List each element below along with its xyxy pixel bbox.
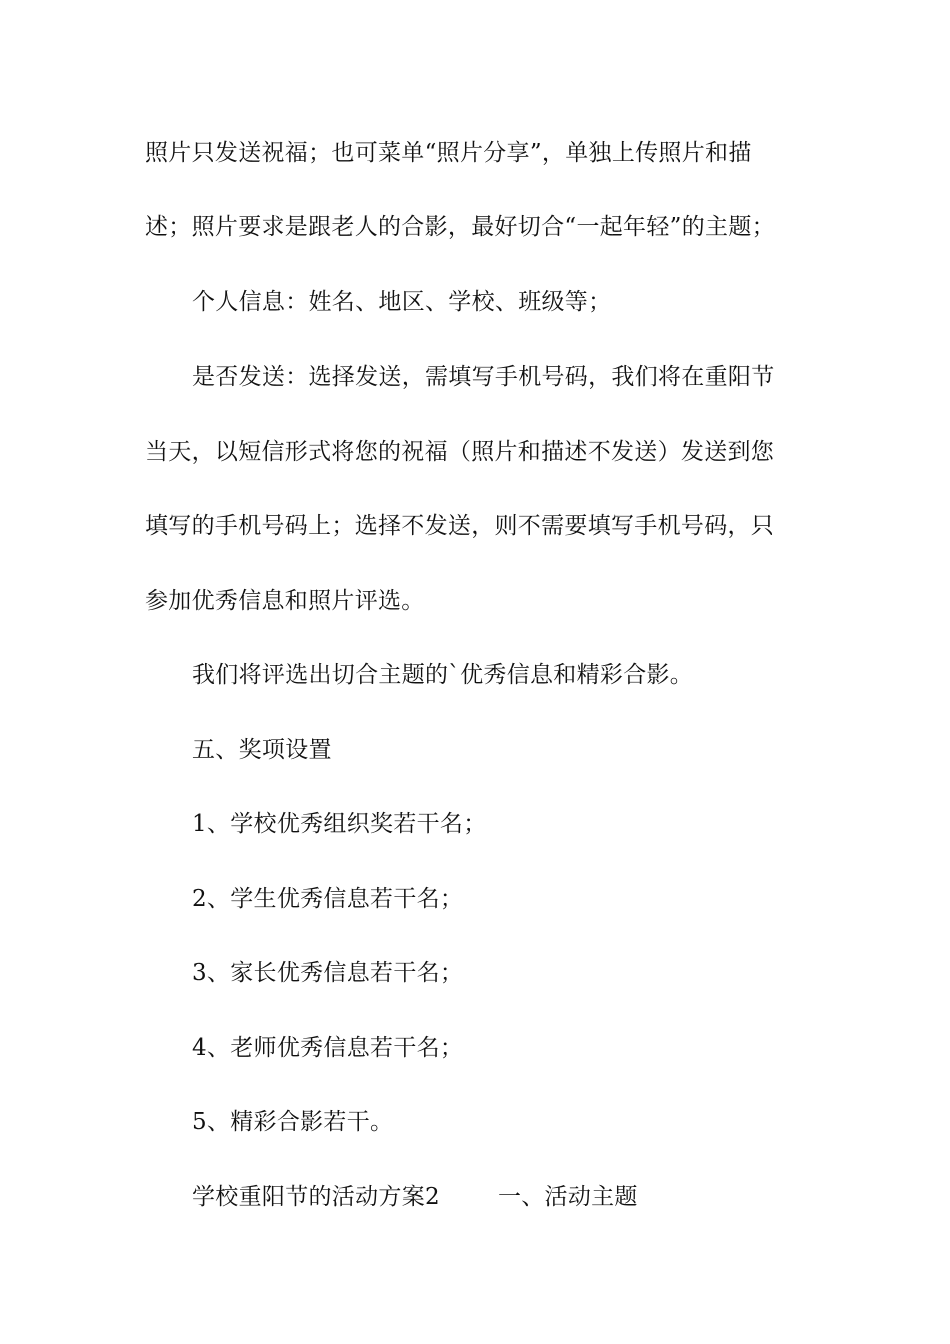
paragraph-line: 是否发送：选择发送，需填写手机号码，我们将在重阳节 [192,364,775,390]
plan-title: 学校重阳节的活动方案2 [192,1184,440,1210]
paragraph-line: 个人信息：姓名、地区、学校、班级等； [192,289,612,315]
list-item: 1、学校优秀组织奖若干名； [192,811,487,837]
paragraph-line: 参加优秀信息和照片评选。 [145,588,425,614]
list-item: 3、家长优秀信息若干名； [192,960,464,986]
section-title-line [192,1182,852,1212]
section-heading: 五、奖项设置 [192,737,332,763]
paragraph-line: 填写的手机号码上；选择不发送，则不需要填写手机号码，只 [145,513,775,539]
list-item: 2、学生优秀信息若干名； [192,886,464,912]
list-item: 4、老师优秀信息若干名； [192,1035,464,1061]
paragraph-line: 述；照片要求是跟老人的合影，最好切合“一起年轻”的主题； [145,214,775,240]
paragraph-line: 照片只发送祝福；也可菜单“照片分享”，单独上传照片和描 [145,140,752,166]
paragraph-line: 我们将评选出切合主题的`优秀信息和精彩合影。 [192,662,694,688]
list-item: 5、精彩合影若干。 [192,1109,394,1135]
section-heading: 一、活动主题 [497,1184,638,1210]
paragraph-line: 当天，以短信形式将您的祝福（照片和描述不发送）发送到您 [145,439,775,465]
